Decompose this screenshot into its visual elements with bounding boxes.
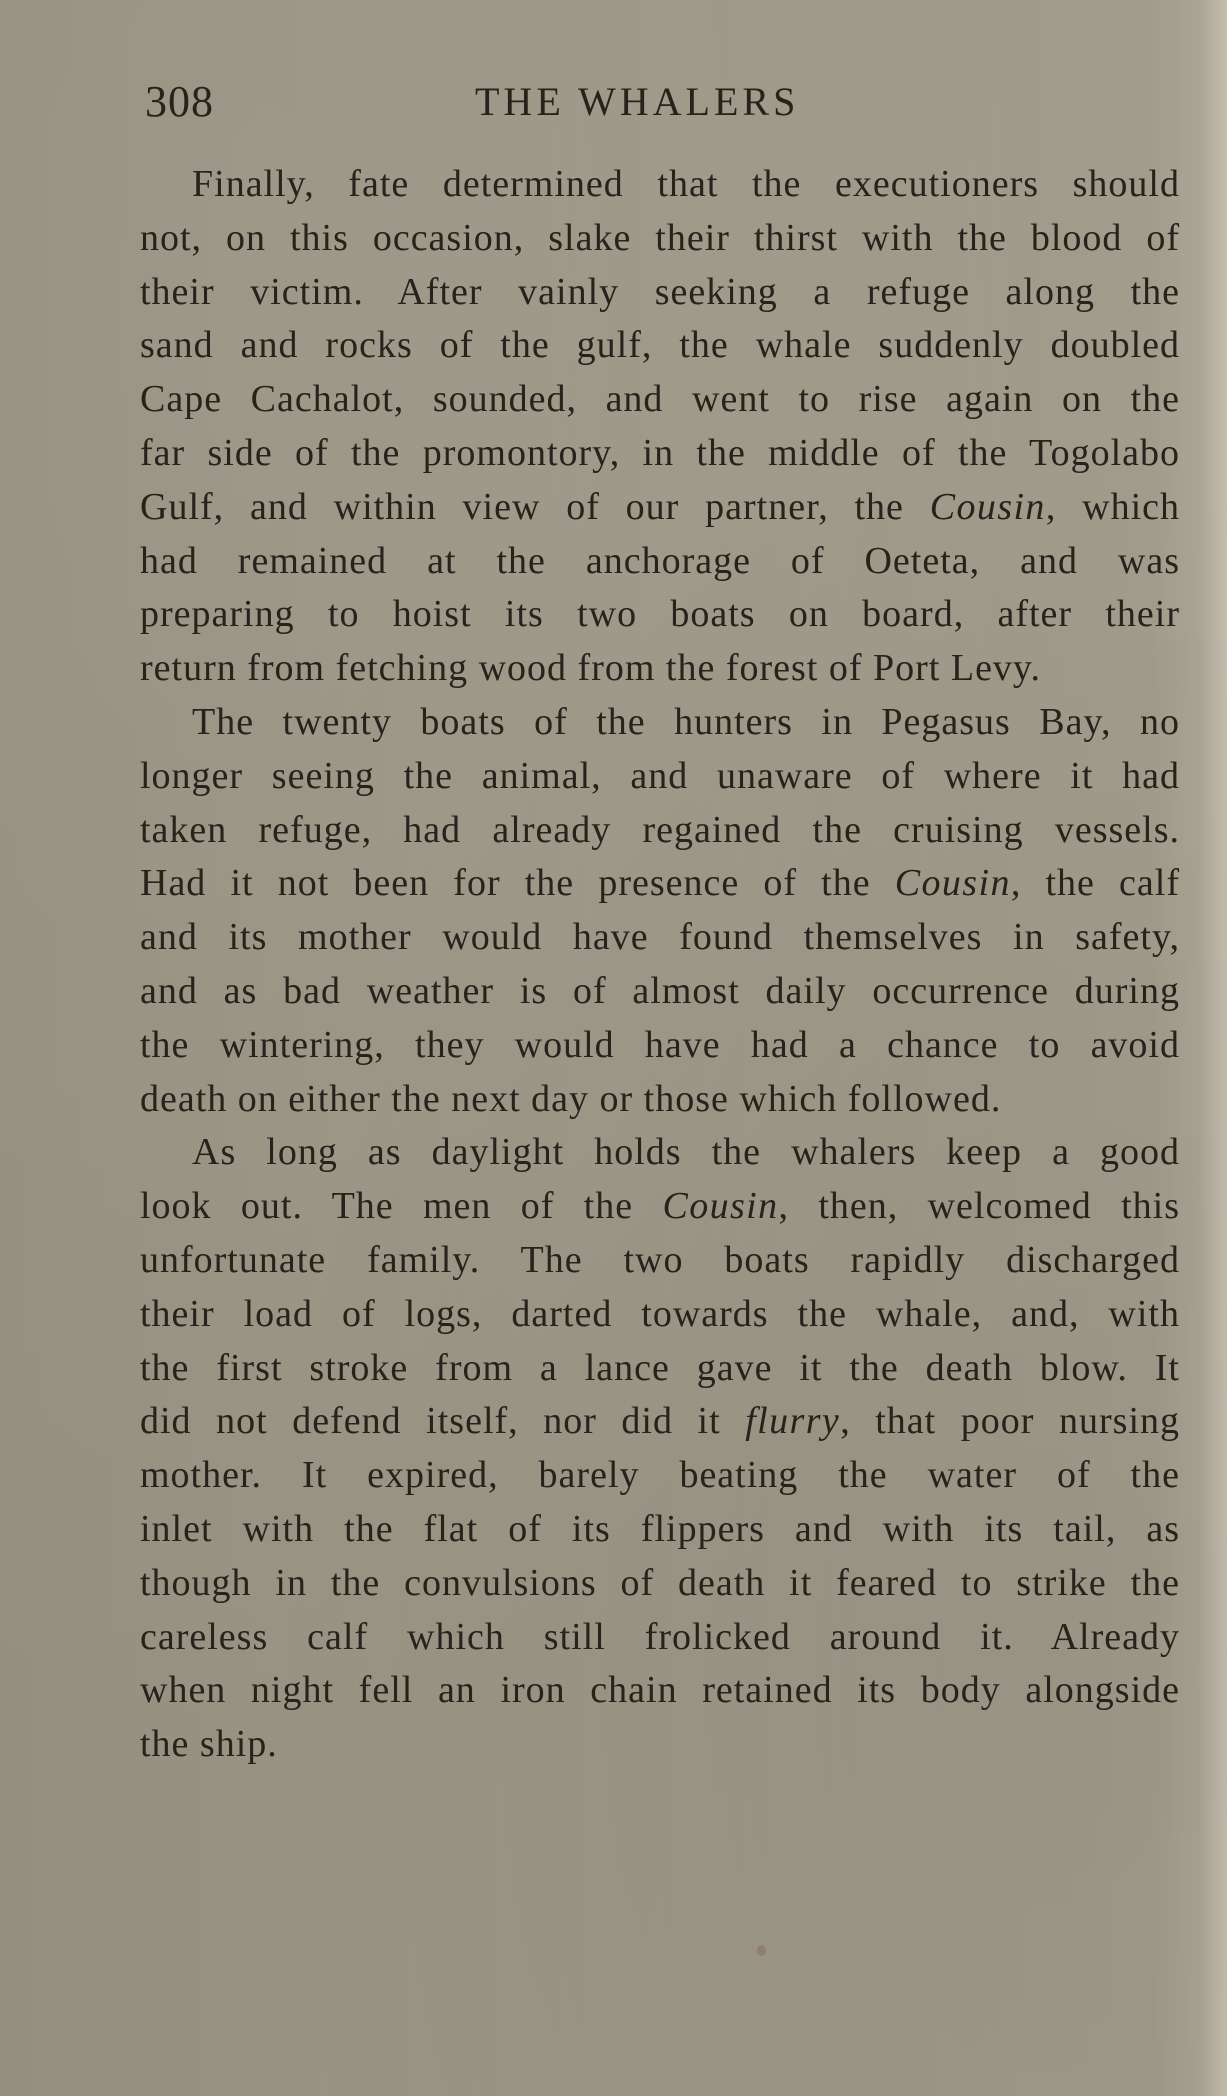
text-line: [140, 750, 1180, 804]
text-line: [140, 1234, 1180, 1288]
text-line: [140, 804, 1180, 858]
line-text: their victim. After vainly seeking a refuge along the: [140, 270, 1180, 313]
text-line: [140, 1611, 1180, 1665]
text-line: [140, 427, 1180, 481]
text-line: [140, 1126, 1180, 1180]
line-text: taken refuge, had already regained the cruising vessels.: [140, 808, 1180, 851]
text-line: [140, 1557, 1180, 1611]
text-line: [140, 1395, 1180, 1449]
running-head: [145, 72, 1185, 132]
line-text: far side of the promontory, in the middle of the Togolabo: [140, 431, 1180, 474]
text-line: [140, 1180, 1180, 1234]
text-line: [140, 1342, 1180, 1396]
line-text: and its mother would have found themselves in safety,: [140, 916, 1180, 959]
text-line: [140, 1449, 1180, 1503]
line-text: their load of logs, darted towards the whale, and, with: [140, 1292, 1180, 1335]
line-text: look out. The men of the: [140, 1185, 663, 1228]
text-line: [140, 857, 1180, 911]
text-line: [140, 373, 1180, 427]
line-text: death on either the next day or those which followed.: [140, 1077, 1002, 1120]
paragraph: [140, 158, 1180, 696]
line-text: the wintering, they would have had a chance to avoid: [140, 1023, 1180, 1066]
line-text: inlet with the flat of its flippers and with its tail, as: [140, 1507, 1180, 1550]
line-text: The twenty boats of the hunters in Pegasus Bay, no: [192, 700, 1180, 743]
line-text: not, on this occasion, slake their thirst with the blood of: [140, 216, 1180, 259]
line-text: longer seeing the animal, and unaware of where it had: [140, 754, 1180, 797]
paragraph: [140, 696, 1180, 1126]
text-line: [140, 1073, 1180, 1127]
text-line: [140, 158, 1180, 212]
text-line: [140, 319, 1180, 373]
text-line: [140, 696, 1180, 750]
line-text: Had it not been for the presence of the: [140, 862, 895, 905]
line-text: careless calf which still frolicked around it. Already: [140, 1615, 1180, 1658]
line-text: mother. It expired, barely beating the water of the: [140, 1454, 1180, 1497]
paper-speck: [757, 1945, 766, 1956]
italic-word: flurry: [745, 1400, 841, 1443]
line-text: As long as daylight holds the whalers keep a good: [192, 1131, 1180, 1174]
line-text: , then, welcomed this: [778, 1185, 1180, 1228]
line-text: and as bad weather is of almost daily occurrence during: [140, 969, 1180, 1012]
line-text: had remained at the anchorage of Oeteta, and was: [140, 539, 1180, 582]
line-text: , the calf: [1010, 862, 1181, 905]
line-text: unfortunate family. The two boats rapidly discharged: [140, 1238, 1180, 1281]
line-text: preparing to hoist its two boats on board, after their: [140, 593, 1180, 636]
text-line: [140, 212, 1180, 266]
line-text: Gulf, and within view of our partner, the: [140, 485, 930, 528]
running-title: THE WHALERS: [475, 79, 800, 124]
italic-word: Cousin: [929, 485, 1046, 528]
italic-word: Cousin: [662, 1185, 779, 1228]
line-text: the first stroke from a lance gave it the death blow. It: [140, 1346, 1180, 1389]
line-text: Finally, fate determined that the executioners should: [192, 163, 1180, 205]
line-text: , which: [1045, 485, 1180, 528]
line-text: though in the convulsions of death it feared to strike the: [140, 1561, 1180, 1604]
line-text: did not defend itself, nor did it: [140, 1400, 746, 1443]
text-line: [140, 911, 1180, 965]
line-text: return from fetching wood from the forest of Port Levy.: [140, 647, 1041, 690]
text-line: [140, 588, 1180, 642]
page-number: 308: [145, 77, 214, 126]
text-line: [140, 965, 1180, 1019]
text-line: [140, 481, 1180, 535]
line-text: , that poor nursing: [840, 1400, 1180, 1443]
paragraph: [140, 1126, 1180, 1772]
text-line: [140, 642, 1180, 696]
text-line: [140, 1503, 1180, 1557]
line-text: when night fell an iron chain retained its body alongside: [140, 1669, 1180, 1712]
text-line: [140, 1288, 1180, 1342]
text-line: [140, 1718, 1180, 1772]
line-text: sand and rocks of the gulf, the whale suddenly doubled: [140, 324, 1180, 367]
italic-word: Cousin: [894, 862, 1011, 905]
text-line: [140, 1664, 1180, 1718]
text-line: [140, 266, 1180, 320]
page-edge: [1199, 0, 1227, 2096]
line-text: the ship.: [140, 1723, 278, 1766]
text-line: [140, 535, 1180, 589]
body-text: [140, 158, 1180, 1772]
line-text: Cape Cachalot, sounded, and went to rise again on the: [140, 378, 1180, 421]
text-line: [140, 1019, 1180, 1073]
